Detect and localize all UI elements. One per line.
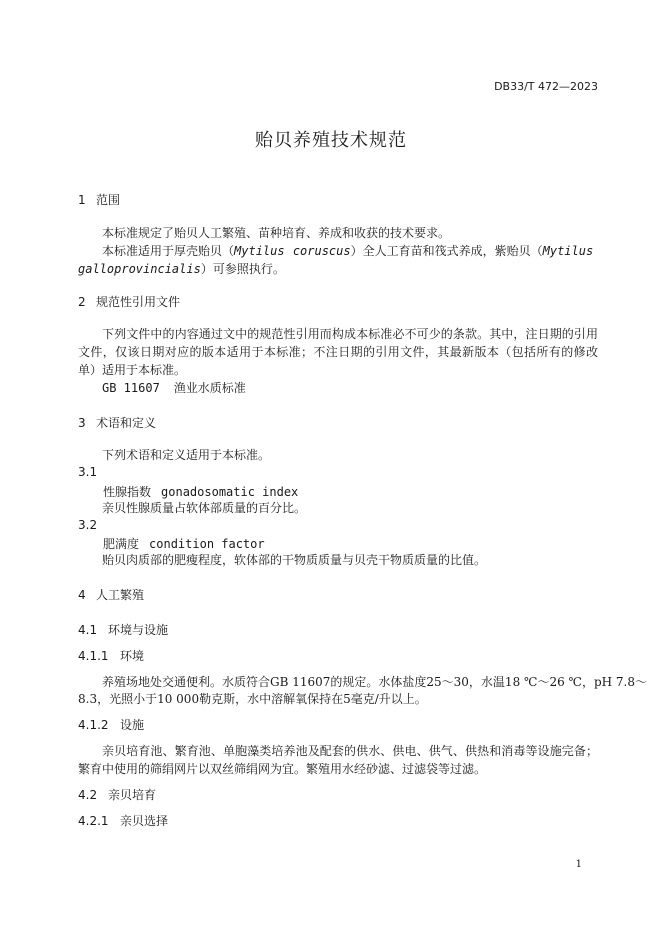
species-name: Mytilus (542, 244, 594, 258)
paragraph-scope-2-line1 (102, 242, 593, 260)
section-title: 范围 (96, 193, 121, 207)
subsection-number: 4.1 (78, 623, 98, 637)
subsection-number: 4.2 (78, 788, 98, 802)
paragraph-scope-2-line2 (78, 260, 285, 278)
standard-code: DB33/T 472—2023 (494, 80, 598, 93)
section-heading-3 (78, 414, 156, 431)
subsection-heading-4-1 (78, 621, 168, 638)
text: ）可参照执行。 (200, 262, 285, 276)
subsection-title: 环境与设施 (108, 623, 169, 637)
subsection-number: 4.2.1 (78, 814, 109, 828)
term-condition-factor (103, 535, 265, 552)
term-definition: 贻贝肉质部的肥瘦程度，软体部的干物质质量与贝壳干物质质量的比值。 (102, 553, 487, 567)
page-number: 1 (575, 859, 582, 870)
text: 本标准适用于厚壳贻贝（ (102, 244, 235, 258)
term-number: 3.1 (78, 465, 98, 479)
paragraph-scope-1: 本标准规定了贻贝人工繁殖、苗种培育、养成和收获的技术要求。 (102, 226, 451, 240)
subsection-title: 亲贝培育 (108, 788, 157, 802)
paragraph-normative-refs: 下列文件中的内容通过文中的规范性引用而构成本标准必不可少的条款。其中，注日期的引用文件，仅该日期对应的版本适用于本标准；不注日期的引用文件，其最新版本（包括所有的修改单）适用于本标准。 (78, 327, 598, 377)
subsection-number: 4.1.1 (78, 649, 109, 663)
text: ）全人工育苗和筏式养成，紫贻贝（ (350, 244, 543, 258)
section-number: 4 (78, 588, 86, 602)
section-heading-1 (78, 191, 120, 208)
species-name: galloprovincialis (78, 262, 201, 276)
subsection-number: 4.1.2 (78, 718, 109, 732)
reference-code: GB 11607 (102, 381, 160, 395)
subsection-heading-4-2-1 (78, 812, 168, 829)
term-english: condition factor (149, 537, 265, 551)
term-chinese: 性腺指数 (103, 485, 152, 499)
section-title: 规范性引用文件 (96, 295, 181, 309)
paragraph-terms-intro: 下列术语和定义适用于本标准。 (102, 448, 271, 462)
subsection-title: 设施 (120, 718, 145, 732)
term-number: 3.2 (78, 518, 98, 532)
document-title: 贻贝养殖技术规范 (255, 130, 407, 151)
section-title: 人工繁殖 (96, 588, 145, 602)
paragraph-facilities: 亲贝培育池、繁育池、单胞藻类培养池及配套的供水、供电、供气、供热和消毒等设施完备；繁育中使用的筛绢网片以双丝筛绢网为宜。繁殖用水经砂滤、过滤袋等过滤。 (78, 744, 598, 776)
term-chinese: 肥满度 (103, 537, 140, 551)
reference-item (102, 379, 246, 397)
section-number: 3 (78, 416, 86, 430)
term-english: gonadosomatic index (161, 485, 299, 499)
subsection-heading-4-1-2 (78, 716, 144, 733)
reference-title: 渔业水质标准 (173, 381, 246, 395)
subsection-title: 亲贝选择 (120, 814, 169, 828)
term-gonadosomatic-index (103, 483, 298, 500)
paragraph-environment-line2: 8.3，光照小于10 000勒克斯，水中溶解氧保持在5毫克/升以上。 (78, 692, 427, 706)
section-number: 2 (78, 295, 86, 309)
section-heading-2 (78, 293, 180, 310)
paragraph-environment-line1: 养殖场地处交通便利。水质符合GB 11607的规定。水体盐度25～30，水温18 ℃～26 ℃，pH 7.8～ (102, 675, 647, 689)
species-name: Mytilus coruscus (234, 244, 351, 258)
subsection-heading-4-2 (78, 786, 156, 803)
section-heading-4 (78, 586, 144, 603)
section-number: 1 (78, 193, 86, 207)
subsection-title: 环境 (120, 649, 145, 663)
term-definition: 亲贝性腺质量占软体部质量的百分比。 (102, 501, 307, 515)
section-title: 术语和定义 (96, 416, 157, 430)
subsection-heading-4-1-1 (78, 647, 144, 664)
